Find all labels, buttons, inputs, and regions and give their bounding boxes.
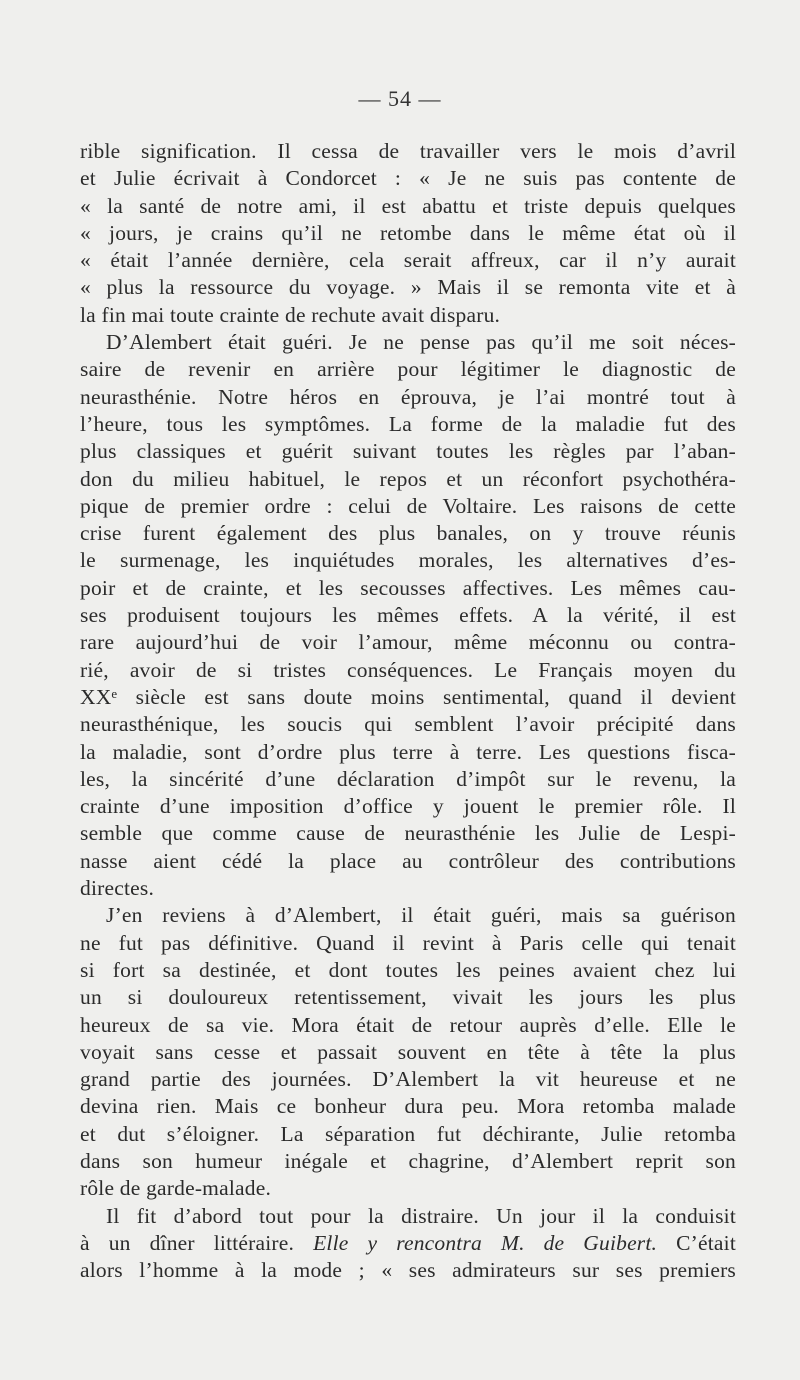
- text-line: les, la sincérité d’une déclaration d’impôt sur le revenu, la: [80, 766, 736, 791]
- text-line: si fort sa destinée, et dont toutes les peines avaient chez lui: [80, 957, 736, 982]
- text-line: Il fit d’abord tout pour la distraire. Un jour il la conduisit: [106, 1203, 736, 1228]
- text-line: « la santé de notre ami, il est abattu et triste depuis quelques: [80, 193, 736, 218]
- text-line: neurasthénique, les soucis qui semblent l’avoir précipité dans: [80, 712, 736, 737]
- text-line: rié, avoir de si tristes conséquences. Le Français moyen du: [80, 657, 736, 682]
- text-line: saire de revenir en arrière pour légitimer le diagnostic de: [80, 357, 736, 382]
- text-line: dans son humeur inégale et chagrine, d’Alembert reprit son: [80, 1148, 736, 1173]
- page-number: — 54 —: [358, 86, 442, 111]
- text-line: voyait sans cesse et passait souvent en tête à tête la plus: [80, 1039, 736, 1064]
- text-line: directes.: [80, 876, 155, 901]
- text-line: rible signification. Il cessa de travailler vers le mois d’avril: [80, 139, 736, 163]
- text-line: crise furent également des plus banales, on y trouve réunis: [80, 521, 736, 546]
- text-line-with-italic: [80, 1230, 736, 1257]
- text-line: don du milieu habituel, le repos et un réconfort psychothéra-: [80, 466, 736, 491]
- text-line: « jours, je crains qu’il ne retombe dans le même état où il: [80, 220, 736, 245]
- text-line: plus classiques et guérit suivant toutes les règles par l’aban-: [80, 439, 736, 464]
- text-line: heureux de sa vie. Mora était de retour auprès d’elle. Elle le: [80, 1012, 736, 1037]
- text-segment: C’était: [676, 1230, 737, 1255]
- text-line: l’heure, tous les symptômes. La forme de la maladie fut des: [80, 411, 736, 436]
- text-line: J’en reviens à d’Alembert, il était guéri, mais sa guérison: [106, 903, 736, 928]
- text-line: la fin mai toute crainte de rechute avait disparu.: [80, 302, 501, 327]
- text-line: XXᵉ siècle est sans doute moins sentimental, quand il devient: [80, 684, 736, 709]
- text-line: grand partie des journées. D’Alembert la vit heureuse et ne: [80, 1067, 736, 1092]
- text-line: « était l’année dernière, cela serait affreux, car il n’y aurait: [80, 248, 736, 273]
- text-line: « plus la ressource du voyage. » Mais il se remonta vite et à: [80, 275, 736, 300]
- text-line: le surmenage, les inquiétudes morales, les alternatives d’es-: [80, 548, 736, 573]
- text-segment: à un dîner littéraire.: [80, 1230, 295, 1255]
- text-line: neurasthénie. Notre héros en éprouva, je l’ai montré tout à: [80, 384, 736, 409]
- text-line: alors l’homme à la mode ; « ses admirateurs sur ses premiers: [80, 1258, 736, 1283]
- text-line: poir et de crainte, et les secousses affectives. Les mêmes cau-: [80, 575, 736, 600]
- text-line: rare aujourd’hui de voir l’amour, même méconnu ou contra-: [80, 630, 736, 655]
- text-line: semble que comme cause de neurasthénie les Julie de Lespi-: [80, 821, 736, 846]
- body-text: [80, 138, 736, 1284]
- text-line: pique de premier ordre : celui de Voltaire. Les raisons de cette: [80, 493, 736, 518]
- text-line: nasse aient cédé la place au contrôleur des contributions: [80, 848, 736, 873]
- text-line: crainte d’une imposition d’office y jouent le premier rôle. Il: [80, 794, 736, 819]
- text-line: devina rien. Mais ce bonheur dura peu. Mora retomba malade: [80, 1094, 736, 1119]
- text-line: et dut s’éloigner. La séparation fut déchirante, Julie retomba: [80, 1121, 736, 1146]
- italic-text-segment: Elle y rencontra M. de Guibert.: [313, 1230, 658, 1255]
- text-line: et Julie écrivait à Condorcet : « Je ne suis pas contente de: [80, 166, 736, 191]
- text-line: D’Alembert était guéri. Je ne pense pas qu’il me soit néces-: [106, 330, 736, 355]
- text-line: rôle de garde-malade.: [80, 1176, 272, 1201]
- text-line: la maladie, sont d’ordre plus terre à terre. Les questions fisca-: [80, 739, 736, 764]
- text-line: ses produisent toujours les mêmes effets. A la vérité, il est: [80, 603, 736, 628]
- text-line: ne fut pas définitive. Quand il revint à Paris celle qui tenait: [80, 930, 736, 955]
- text-line: un si douloureux retentissement, vivait les jours les plus: [80, 985, 736, 1010]
